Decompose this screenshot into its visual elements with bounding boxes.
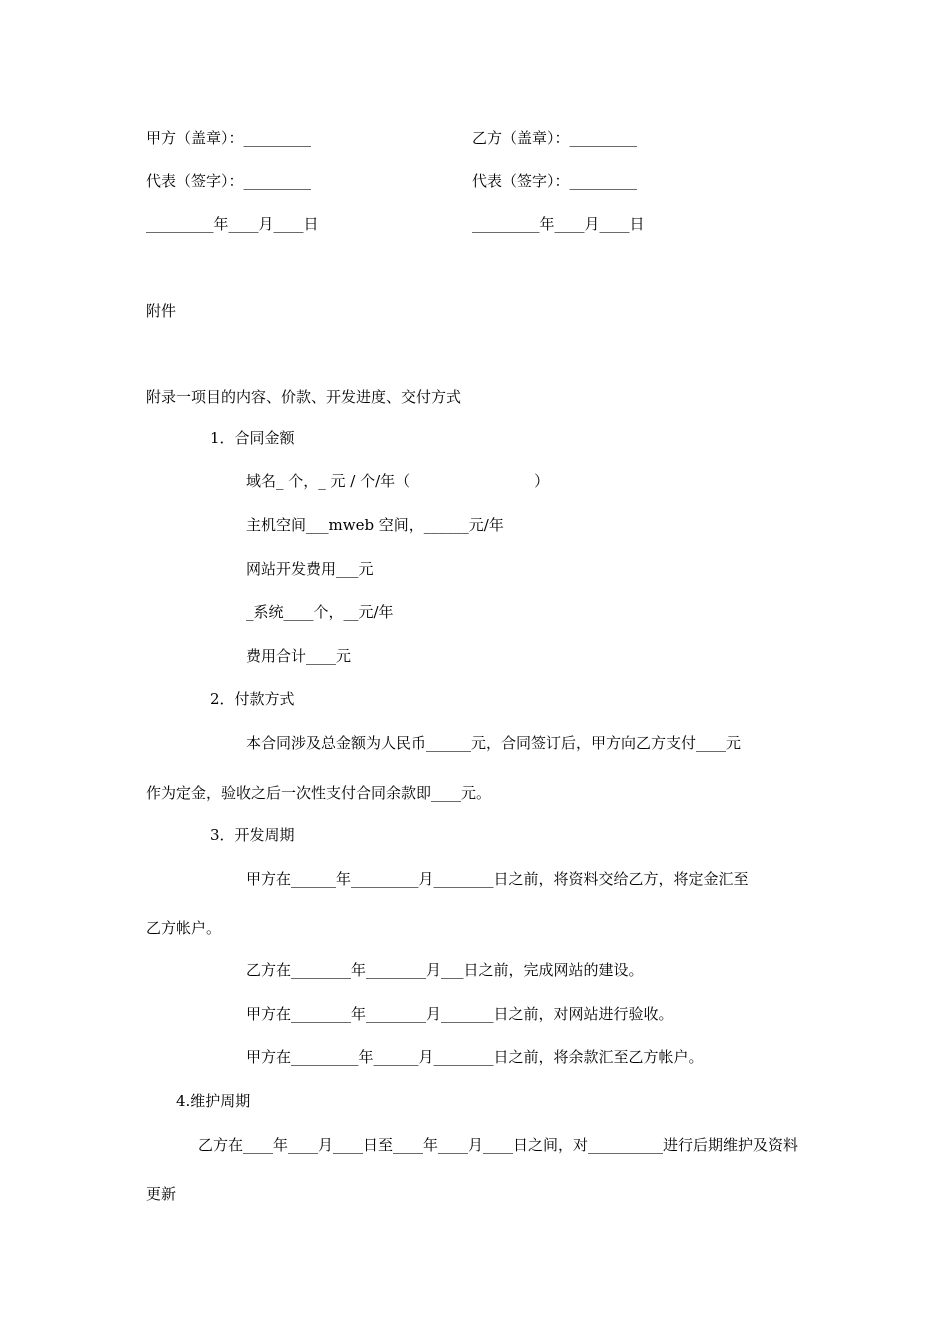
section3-line5: 甲方在_________年______月________日之前，将余款汇至乙方帐户。 <box>246 1048 704 1066</box>
section3-line4: 甲方在________年________月_______日之前，对网站进行验收。 <box>246 1005 674 1023</box>
party-a-representative: 代表（签字）：_________ <box>146 172 312 190</box>
section1-item-development: 网站开发费用___元 <box>246 560 374 578</box>
attachment-heading: 附件 <box>146 302 177 320</box>
section1-item-total: 费用合计____元 <box>246 647 352 665</box>
party-b-representative: 代表（签字）：_________ <box>472 172 638 190</box>
section3-title: 3．开发周期 <box>210 826 295 844</box>
section1-item-system: _系统____个，__元/年 <box>246 603 394 621</box>
party-a-seal: 甲方（盖章）：_________ <box>146 129 312 147</box>
party-a-date: _________年____月____日 <box>146 215 319 233</box>
section3-line2: 乙方帐户。 <box>146 919 222 937</box>
party-b-seal: 乙方（盖章）：_________ <box>472 129 638 147</box>
section1-item-domain: 域名_ 个，_ 元 / 个/年（ ） <box>246 472 550 490</box>
section4-title: 4.维护周期 <box>176 1092 251 1110</box>
appendix-title: 附录一项目的内容、价款、开发进度、交付方式 <box>146 388 462 406</box>
section2-line1: 本合同涉及总金额为人民币______元，合同签订后，甲方向乙方支付____元 <box>246 734 742 752</box>
section2-title: 2．付款方式 <box>210 690 295 708</box>
party-b-date: _________年____月____日 <box>472 215 645 233</box>
section1-item-hosting: 主机空间___mweb 空间，______元/年 <box>246 516 504 534</box>
section3-line1: 甲方在______年_________月________日之前，将资料交给乙方，将定金汇至 <box>246 870 749 888</box>
section1-title: 1．合同金额 <box>210 429 295 447</box>
section4-line1: 乙方在____年____月____日至____年____月____日之间，对__________进行后期维护及资料 <box>198 1136 799 1154</box>
section2-line2: 作为定金，验收之后一次性支付合同余款即____元。 <box>146 784 492 802</box>
section3-line3: 乙方在________年________月___日之前，完成网站的建设。 <box>246 961 644 979</box>
section4-line2: 更新 <box>146 1185 177 1203</box>
